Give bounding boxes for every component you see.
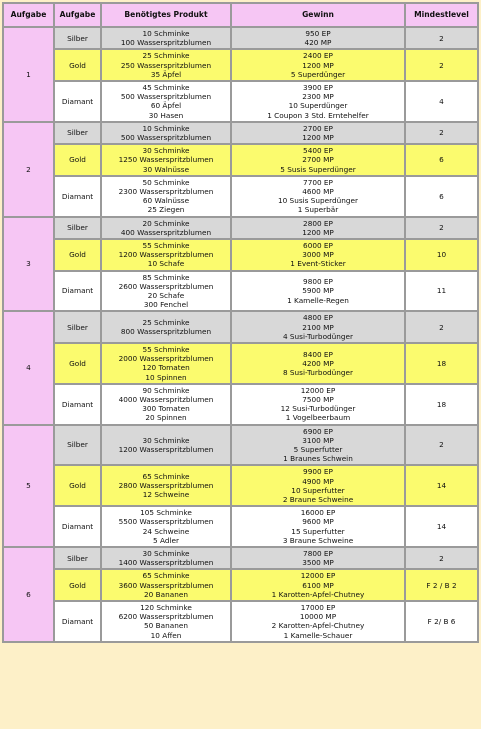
product-line: 55 Schminke <box>142 240 190 250</box>
required-products <box>102 426 230 465</box>
table-row <box>4 240 477 270</box>
reward-line: 1 Event-Sticker <box>290 259 346 269</box>
product-line: 300 Fenchel <box>143 300 189 310</box>
rewards <box>232 602 404 641</box>
product-line: 85 Schminke <box>142 272 190 282</box>
tier-label: Silber <box>55 28 100 48</box>
reward-line: 2700 MP <box>302 155 334 165</box>
product-line: 105 Schminke <box>140 508 192 518</box>
reward-line: 1 Coupon 3 Std. Erntehelfer <box>267 110 369 120</box>
product-line: 1200 Wasserspritzblumen <box>118 250 214 260</box>
table-row <box>4 82 477 121</box>
reward-line: 10 Superfutter <box>291 485 345 495</box>
rewards <box>232 570 404 600</box>
product-line: 100 Wasserspritzblumen <box>120 38 212 48</box>
table-row <box>4 466 477 505</box>
table-row <box>4 177 477 216</box>
product-line: 1250 Wasserspritzblumen <box>118 155 214 165</box>
reward-line: 2400 EP <box>303 51 333 61</box>
product-line: 30 Schminke <box>142 435 190 445</box>
reward-line: 3500 MP <box>302 558 334 568</box>
reward-line: 1 Vogelbeerbaum <box>285 413 351 423</box>
product-line: 10 Affen <box>150 630 182 640</box>
product-line: 4000 Wasserspritzblumen <box>118 394 214 404</box>
product-line: 2000 Wasserspritzblumen <box>118 354 214 364</box>
tier-label: Silber <box>55 426 100 465</box>
header-row <box>4 4 477 26</box>
tier-label: Gold <box>55 145 100 175</box>
table-row <box>4 28 477 48</box>
required-products <box>102 218 230 238</box>
header-task-tier: Aufgabe <box>55 4 100 26</box>
product-line: 50 Schminke <box>142 177 190 187</box>
product-line: 30 Schminke <box>142 548 190 558</box>
reward-line: 6100 MP <box>302 580 334 590</box>
product-line: 120 Schminke <box>140 602 192 612</box>
table-row <box>4 507 477 546</box>
tier-label: Gold <box>55 240 100 270</box>
product-line: 1200 Wasserspritzblumen <box>118 444 214 454</box>
header-min-level: Mindestlevel <box>406 4 477 26</box>
min-level: F 2 / B 2 <box>406 570 477 600</box>
product-line: 6200 Wasserspritzblumen <box>118 612 214 622</box>
product-line: 20 Bananen <box>144 589 188 599</box>
task-number: 2 <box>4 123 53 216</box>
min-level: F 2/ B 6 <box>406 602 477 641</box>
reward-line: 12 Susi-Turbodünger <box>280 404 356 414</box>
min-level: 10 <box>406 240 477 270</box>
header-task-number: Aufgabe <box>4 4 53 26</box>
reward-line: 16000 EP <box>300 508 336 518</box>
table-body <box>4 28 477 641</box>
task-number: 1 <box>4 28 53 121</box>
product-line: 60 Äpfel <box>150 101 182 111</box>
product-line: 20 Spinnen <box>145 413 187 423</box>
min-level: 4 <box>406 82 477 121</box>
product-line: 500 Wasserspritzblumen <box>120 92 212 102</box>
product-line: 10 Spinnen <box>145 372 187 382</box>
reward-line: 3100 MP <box>302 435 334 445</box>
product-line: 3600 Wasserspritzblumen <box>118 580 214 590</box>
reward-line: 1 Superbär <box>297 205 339 215</box>
reward-line: 6900 EP <box>303 426 333 436</box>
min-level: 11 <box>406 272 477 311</box>
reward-line: 2 Karotten-Apfel-Chutney <box>271 621 365 631</box>
required-products <box>102 344 230 383</box>
product-line: 25 Schminke <box>142 317 190 327</box>
reward-line: 2700 EP <box>303 123 333 133</box>
reward-line: 3 Braune Schweine <box>282 535 354 545</box>
rewards <box>232 240 404 270</box>
reward-line: 6000 EP <box>303 240 333 250</box>
reward-line: 5 Superfutter <box>293 444 343 454</box>
table-row <box>4 50 477 80</box>
product-line: 30 Hasen <box>148 110 184 120</box>
reward-line: 2800 EP <box>303 218 333 228</box>
reward-line: 2300 MP <box>302 92 334 102</box>
rewards <box>232 312 404 342</box>
rewards <box>232 426 404 465</box>
reward-line: 1 Braunes Schwein <box>283 454 353 464</box>
required-products <box>102 272 230 311</box>
required-products <box>102 466 230 505</box>
product-line: 45 Schminke <box>142 82 190 92</box>
product-line: 24 Schweine <box>142 526 190 536</box>
reward-line: 5400 EP <box>303 146 333 156</box>
required-products <box>102 177 230 216</box>
product-line: 30 Walnüsse <box>142 164 190 174</box>
min-level: 6 <box>406 145 477 175</box>
tier-label: Gold <box>55 466 100 505</box>
table-row <box>4 570 477 600</box>
header-reward: Gewinn <box>232 4 404 26</box>
min-level: 2 <box>406 426 477 465</box>
product-line: 25 Ziegen <box>147 205 185 215</box>
product-line: 10 Schafe <box>147 259 185 269</box>
table-row <box>4 272 477 311</box>
product-line: 400 Wasserspritzblumen <box>120 227 212 237</box>
product-line: 300 Tomaten <box>142 404 190 414</box>
tier-label: Diamant <box>55 82 100 121</box>
product-line: 120 Tomaten <box>142 363 190 373</box>
tier-label: Silber <box>55 123 100 143</box>
reward-line: 2100 MP <box>302 322 334 332</box>
required-products <box>102 145 230 175</box>
rewards <box>232 344 404 383</box>
product-line: 65 Schminke <box>142 571 190 581</box>
task-number: 5 <box>4 426 53 546</box>
product-line: 20 Schminke <box>142 218 190 228</box>
rewards <box>232 385 404 424</box>
product-line: 25 Schminke <box>142 51 190 61</box>
reward-line: 7800 EP <box>303 548 333 558</box>
reward-line: 7700 EP <box>303 177 333 187</box>
rewards <box>232 507 404 546</box>
task-number: 3 <box>4 218 53 311</box>
reward-line: 2 Braune Schweine <box>282 494 354 504</box>
min-level: 2 <box>406 123 477 143</box>
tier-label: Diamant <box>55 272 100 311</box>
rewards <box>232 28 404 48</box>
reward-line: 1200 MP <box>302 132 334 142</box>
product-line: 5 Adler <box>153 535 179 545</box>
required-products <box>102 312 230 342</box>
reward-line: 15 Superfutter <box>291 526 345 536</box>
required-products <box>102 50 230 80</box>
product-line: 2300 Wasserspritzblumen <box>118 186 214 196</box>
required-products <box>102 548 230 568</box>
reward-line: 9800 EP <box>303 277 333 287</box>
reward-line: 8 Susi-Turbodünger <box>282 367 354 377</box>
product-line: 10 Schminke <box>142 28 190 38</box>
reward-line: 5 Superdünger <box>290 69 346 79</box>
product-line: 2800 Wasserspritzblumen <box>118 481 214 491</box>
rewards <box>232 123 404 143</box>
reward-line: 5 Susis Superdünger <box>280 164 356 174</box>
product-line: 12 Schweine <box>142 490 190 500</box>
product-line: 50 Bananen <box>144 621 188 631</box>
rewards <box>232 145 404 175</box>
tier-label: Diamant <box>55 507 100 546</box>
reward-line: 5900 MP <box>302 286 334 296</box>
product-line: 10 Schminke <box>142 123 190 133</box>
min-level: 18 <box>406 385 477 424</box>
product-line: 65 Schminke <box>142 471 190 481</box>
min-level: 2 <box>406 548 477 568</box>
tier-label: Gold <box>55 570 100 600</box>
product-line: 35 Äpfel <box>150 69 182 79</box>
min-level: 14 <box>406 507 477 546</box>
tier-label: Gold <box>55 50 100 80</box>
reward-line: 17000 EP <box>300 602 336 612</box>
rewards <box>232 548 404 568</box>
reward-line: 950 EP <box>305 28 331 38</box>
required-products <box>102 240 230 270</box>
tier-label: Gold <box>55 344 100 383</box>
task-table <box>2 2 479 643</box>
content-area <box>2 2 479 643</box>
reward-line: 1 Karotten-Apfel-Chutney <box>271 589 365 599</box>
reward-line: 10 Superdünger <box>288 101 348 111</box>
min-level: 6 <box>406 177 477 216</box>
reward-line: 10 Susis Superdünger <box>277 196 359 206</box>
product-line: 20 Schafe <box>147 290 185 300</box>
rewards <box>232 466 404 505</box>
min-level: 14 <box>406 466 477 505</box>
tier-label: Diamant <box>55 177 100 216</box>
reward-line: 7500 MP <box>302 394 334 404</box>
product-line: 60 Walnüsse <box>142 196 190 206</box>
reward-line: 4900 MP <box>302 476 334 486</box>
required-products <box>102 82 230 121</box>
table-row <box>4 602 477 641</box>
reward-line: 3900 EP <box>303 82 333 92</box>
task-number: 4 <box>4 312 53 423</box>
rewards <box>232 50 404 80</box>
rewards <box>232 177 404 216</box>
required-products <box>102 28 230 48</box>
reward-line: 8400 EP <box>303 349 333 359</box>
product-line: 55 Schminke <box>142 344 190 354</box>
required-products <box>102 385 230 424</box>
product-line: 30 Schminke <box>142 146 190 156</box>
tier-label: Silber <box>55 548 100 568</box>
product-line: 5500 Wasserspritzblumen <box>118 517 214 527</box>
product-line: 500 Wasserspritzblumen <box>120 132 212 142</box>
task-number: 6 <box>4 548 53 641</box>
min-level: 2 <box>406 28 477 48</box>
rewards <box>232 218 404 238</box>
reward-line: 4200 MP <box>302 358 334 368</box>
product-line: 1400 Wasserspritzblumen <box>118 558 214 568</box>
tier-label: Diamant <box>55 385 100 424</box>
table-row <box>4 145 477 175</box>
reward-line: 9600 MP <box>302 517 334 527</box>
reward-line: 1 Kamelle-Schauer <box>283 630 353 640</box>
rewards <box>232 82 404 121</box>
required-products <box>102 507 230 546</box>
table-row <box>4 426 477 465</box>
table-row <box>4 344 477 383</box>
min-level: 18 <box>406 344 477 383</box>
reward-line: 420 MP <box>304 38 332 48</box>
product-line: 800 Wasserspritzblumen <box>120 327 212 337</box>
reward-line: 4800 EP <box>303 313 333 323</box>
reward-line: 3000 MP <box>302 250 334 260</box>
table-row <box>4 312 477 342</box>
reward-line: 4 Susi-Turbodünger <box>282 331 354 341</box>
reward-line: 1 Kamelle-Regen <box>287 295 349 305</box>
required-products <box>102 123 230 143</box>
min-level: 2 <box>406 218 477 238</box>
min-level: 2 <box>406 50 477 80</box>
tier-label: Silber <box>55 312 100 342</box>
reward-line: 10000 MP <box>299 612 337 622</box>
reward-line: 4600 MP <box>302 186 334 196</box>
reward-line: 12000 EP <box>300 571 336 581</box>
table-row <box>4 218 477 238</box>
product-line: 90 Schminke <box>142 385 190 395</box>
product-line: 250 Wasserspritzblumen <box>120 60 212 70</box>
reward-line: 1200 MP <box>302 60 334 70</box>
product-line: 2600 Wasserspritzblumen <box>118 281 214 291</box>
table-row <box>4 385 477 424</box>
table-row <box>4 548 477 568</box>
reward-line: 12000 EP <box>300 385 336 395</box>
rewards <box>232 272 404 311</box>
reward-line: 9900 EP <box>303 467 333 477</box>
table-row <box>4 123 477 143</box>
reward-line: 1200 MP <box>302 227 334 237</box>
tier-label: Diamant <box>55 602 100 641</box>
tier-label: Silber <box>55 218 100 238</box>
required-products <box>102 570 230 600</box>
header-required-product: Benötigtes Produkt <box>102 4 230 26</box>
required-products <box>102 602 230 641</box>
min-level: 2 <box>406 312 477 342</box>
